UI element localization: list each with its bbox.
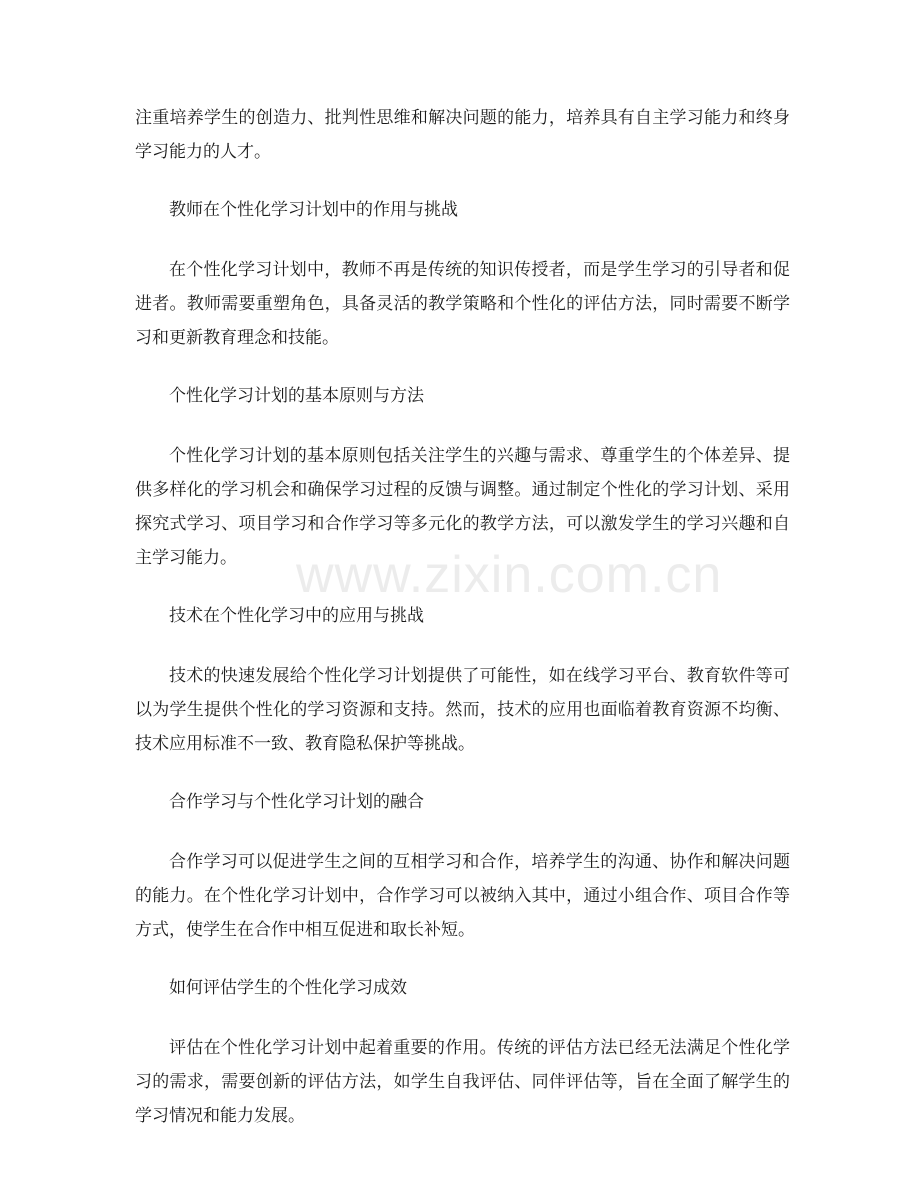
paragraph-assessment: 评估在个性化学习计划中起着重要的作用。传统的评估方法已经无法满足个性化学习的需求，需要创新的评估方法，如学生自我评估、同伴评估等，旨在全面了解学生的学习情况和能力发展。 [135,1038,790,1126]
paragraph-teacher-role: 在个性化学习计划中，教师不再是传统的知识传授者，而是学生学习的引导者和促进者。教师需要重塑角色，具备灵活的教学策略和个性化的评估方法，同时需要不断学习和更新教育理念和技能。 [135,260,790,348]
paragraph-principles: 个性化学习计划的基本原则包括关注学生的兴趣与需求、尊重学生的个体差异、提供多样化的学习机会和确保学习过程的反馈与调整。通过制定个性化的学习计划、采用探究式学习、项目学习和合作学习等多元化的教学方法，可以激发学生的学习兴趣和自主学习能力。 [135,446,790,568]
section-heading-assessment: 如何评估学生的个性化学习成效 [169,978,407,998]
section-heading-technology: 技术在个性化学习中的应用与挑战 [169,606,424,626]
watermark-text: www.zixin.com.cn [296,546,723,604]
paragraph-technology: 技术的快速发展给个性化学习计划提供了可能性，如在线学习平台、教育软件等可以为学生提供个性化的学习资源和支持。然而，技术的应用也面临着教育资源不均衡、技术应用标准不一致、教育隐私保护等挑战。 [135,666,790,754]
section-heading-teacher-role: 教师在个性化学习计划中的作用与挑战 [169,200,458,220]
document-body [135,101,790,1157]
section-heading-principles: 个性化学习计划的基本原则与方法 [169,386,424,406]
section-heading-cooperative-learning: 合作学习与个性化学习计划的融合 [169,792,424,812]
paragraph-cooperative-learning: 合作学习可以促进学生之间的互相学习和合作，培养学生的沟通、协作和解决问题的能力。在个性化学习计划中，合作学习可以被纳入其中，通过小组合作、项目合作等方式，使学生在合作中相互促进和取长补短。 [135,852,790,940]
paragraph-intro-continuation: 注重培养学生的创造力、批判性思维和解决问题的能力，培养具有自主学习能力和终身学习能力的人才。 [135,108,790,162]
